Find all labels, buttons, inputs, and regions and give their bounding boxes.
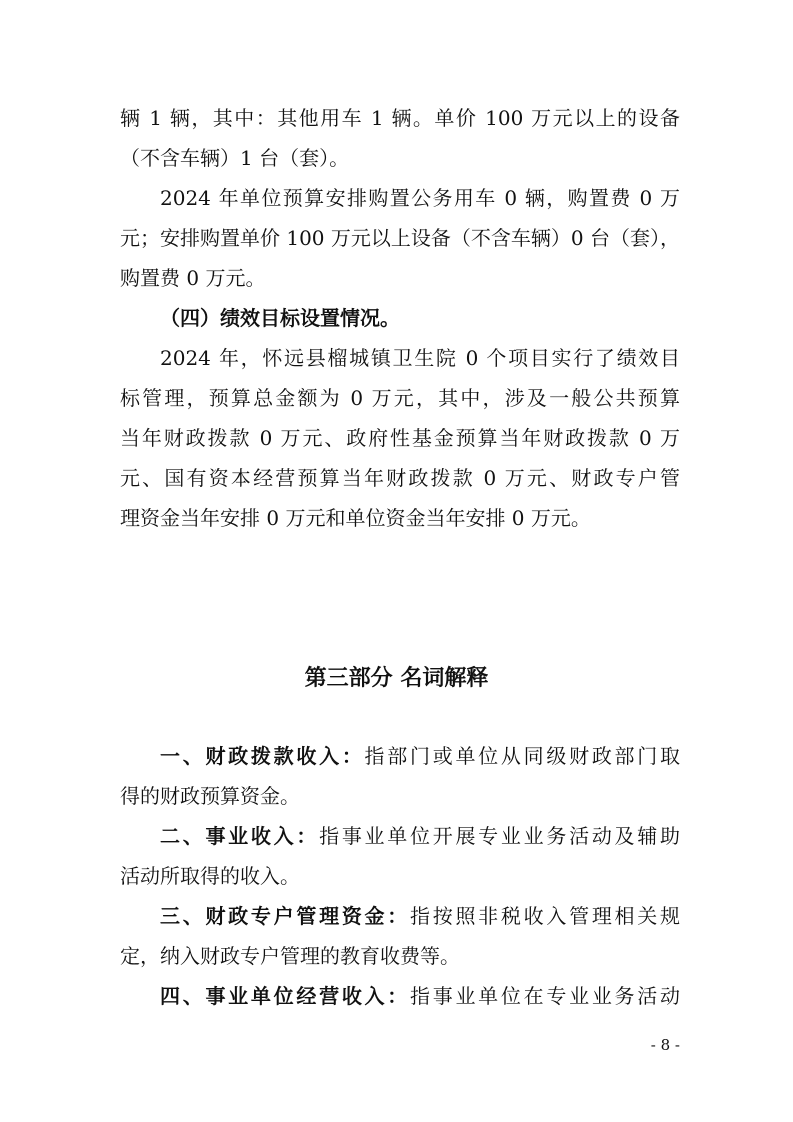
definition-text: 指按照非税收入管理相关规: [410, 904, 680, 928]
paragraph-line: 标管理，预算总金额为 0 万元，其中，涉及一般公共预算: [120, 386, 680, 410]
definition-text-line: 活动所取得的收入。: [120, 864, 300, 888]
paragraph-line: 元；安排购置单价 100 万元以上设备（不含车辆）0 台（套），: [120, 226, 680, 250]
definition-text: 指部门或单位从同级财政部门取: [364, 744, 681, 768]
definition-text-line: 得的财政预算资金。: [120, 784, 300, 808]
definition-text-line: 定，纳入财政专户管理的教育收费等。: [120, 944, 460, 968]
definition-text: 指事业单位开展专业业务活动及辅助: [319, 824, 681, 848]
definition-term: 四、事业单位经营收入：: [160, 984, 410, 1008]
definition-text: 指事业单位在专业业务活动: [410, 984, 680, 1008]
paragraph-line: （不含车辆）1 台（套）。: [120, 146, 350, 170]
definition-item: [160, 744, 680, 768]
paragraph-line: 理资金当年安排 0 万元和单位资金当年安排 0 万元。: [120, 506, 591, 530]
definition-item: [160, 824, 680, 848]
paragraph-line: 辆 1 辆，其中：其他用车 1 辆。单价 100 万元以上的设备: [120, 106, 680, 130]
definition-term: 二、事业收入：: [160, 824, 320, 848]
paragraph-line: 2024 年，怀远县榴城镇卫生院 0 个项目实行了绩效目: [160, 346, 680, 370]
section-title: 第三部分 名词解释: [304, 666, 489, 691]
paragraph-line: 元、国有资本经营预算当年财政拨款 0 万元、财政专户管: [120, 466, 680, 490]
page-number: - 8 -: [650, 1036, 680, 1054]
definition-item: [160, 904, 680, 928]
paragraph-line: 2024 年单位预算安排购置公务用车 0 辆，购置费 0 万: [160, 186, 680, 210]
definition-term: 三、财政专户管理资金：: [160, 904, 410, 928]
paragraph-line: 当年财政拨款 0 万元、政府性基金预算当年财政拨款 0 万: [120, 426, 680, 450]
paragraph-line: 购置费 0 万元。: [120, 266, 266, 290]
definition-item: [160, 984, 680, 1008]
subheading: （四）绩效目标设置情况。: [160, 306, 400, 330]
definition-term: 一、财政拨款收入：: [160, 744, 365, 768]
